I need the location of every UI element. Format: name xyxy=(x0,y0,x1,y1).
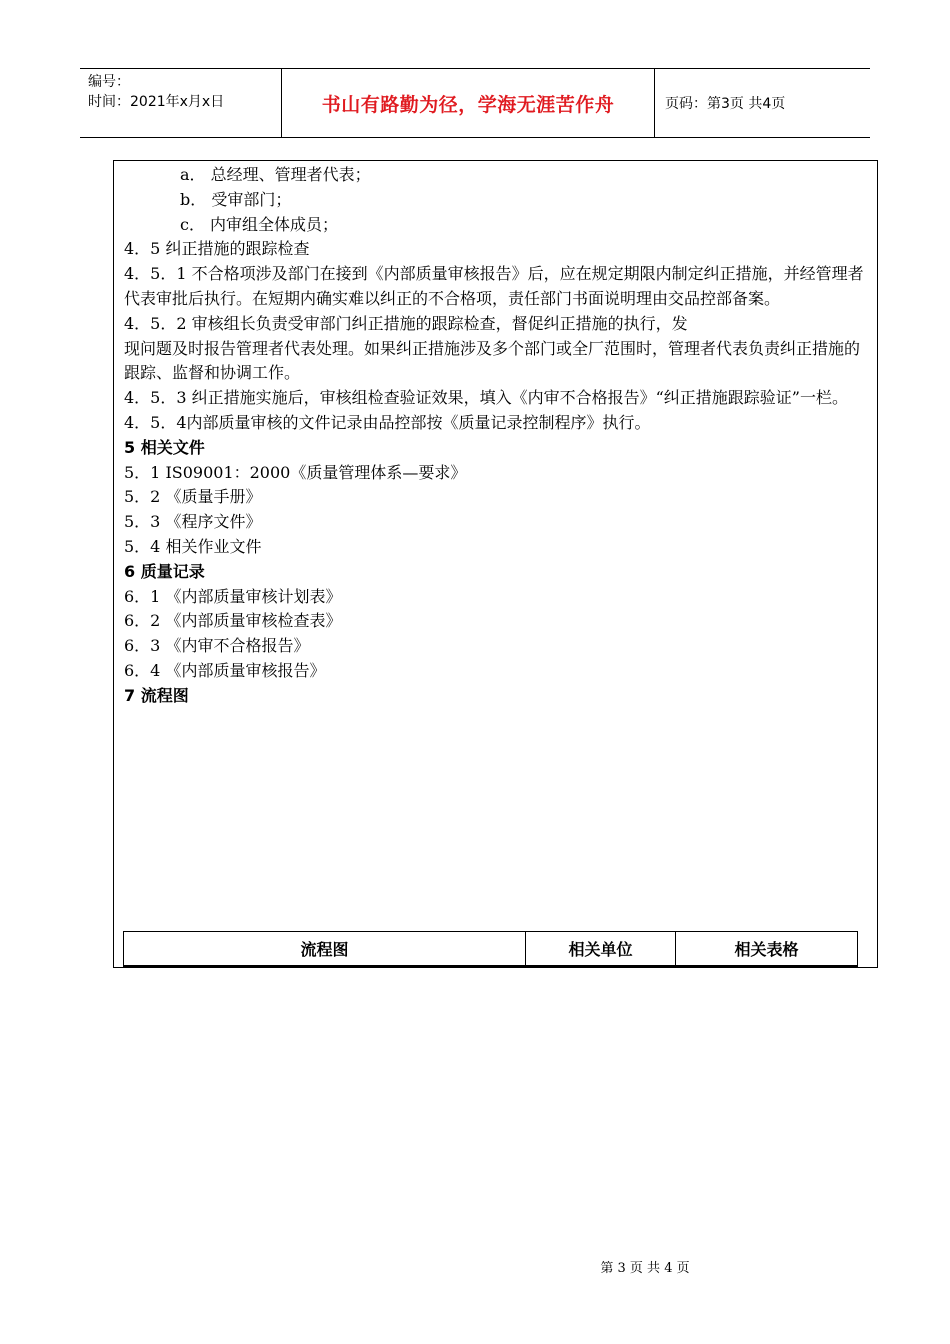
section-5-3: 5．3 《程序文件》 xyxy=(124,512,262,532)
list-item-b: b． 受审部门； xyxy=(180,189,292,209)
content-box xyxy=(113,160,878,968)
section-5-heading: 5 相关文件 xyxy=(124,437,205,457)
list-item-a: a． 总经理、管理者代表； xyxy=(180,165,371,184)
flowchart-table-header xyxy=(123,931,858,967)
section-6-3: 6．3 《内审不合格报告》 xyxy=(124,636,310,656)
page-footer: 第 3 页 共 4 页 xyxy=(600,1261,690,1276)
section-5-2: 5．2 《质量手册》 xyxy=(124,487,262,507)
section-4-5-heading: 4．5 纠正措施的跟踪检查 xyxy=(124,239,310,259)
paragraph-4-5-2-line2: 现问题及时报告管理者代表处理。如果纠正措施涉及多个部门或全厂范围时，管理者代表负责纠正措施的跟踪、监督和协调工作。 xyxy=(124,338,861,383)
paragraph-4-5-1: 4．5．1 不合格项涉及部门在接到《内部质量审核报告》后，应在规定期限内制定纠正措施，并经管理者代表审批后执行。在短期内确实难以纠正的不合格项，责任部门书面说明理由交品控部备案。 xyxy=(124,264,864,308)
section-6-heading: 6 质量记录 xyxy=(124,561,205,581)
document-body xyxy=(124,163,869,709)
section-7-heading: 7 流程图 xyxy=(124,685,189,705)
list-item-c: c． 内审组全体成员； xyxy=(180,214,339,234)
header-page-label: 页码：第3页 共4页 xyxy=(665,96,786,112)
document-number-label: 编号： xyxy=(88,74,130,90)
paragraph-4-5-2-line1: 4．5．2 审核组长负责受审部门纠正措施的跟踪检查，督促纠正措施的执行，发 xyxy=(124,313,688,333)
section-6-2: 6．2 《内部质量审核检查表》 xyxy=(124,611,342,631)
header-motto: 书山有路勤为径，学海无涯苦作舟 xyxy=(282,69,655,137)
section-5-4: 5．4 相关作业文件 xyxy=(124,536,262,556)
document-date-label: 时间：2021年x月x日 xyxy=(88,94,225,110)
flowchart-column-header: 流程图 xyxy=(124,932,526,965)
related-unit-column-header: 相关单位 xyxy=(526,932,676,965)
paragraph-4-5-3: 4．5．3 纠正措施实施后，审核组检查验证效果，填入《内审不合格报告》“纠正措施跟踪验证”一栏。 xyxy=(124,388,848,408)
header-meta xyxy=(80,69,282,137)
paragraph-4-5-4: 4．5．4内部质量审核的文件记录由品控部按《质量记录控制程序》执行。 xyxy=(124,412,651,432)
section-5-1: 5．1 IS09001：2000《质量管理体系—要求》 xyxy=(124,462,467,482)
section-6-1: 6．1 《内部质量审核计划表》 xyxy=(124,586,342,606)
section-6-4: 6．4 《内部质量审核报告》 xyxy=(124,660,326,680)
document-header xyxy=(80,68,870,138)
related-forms-column-header: 相关表格 xyxy=(734,940,799,959)
